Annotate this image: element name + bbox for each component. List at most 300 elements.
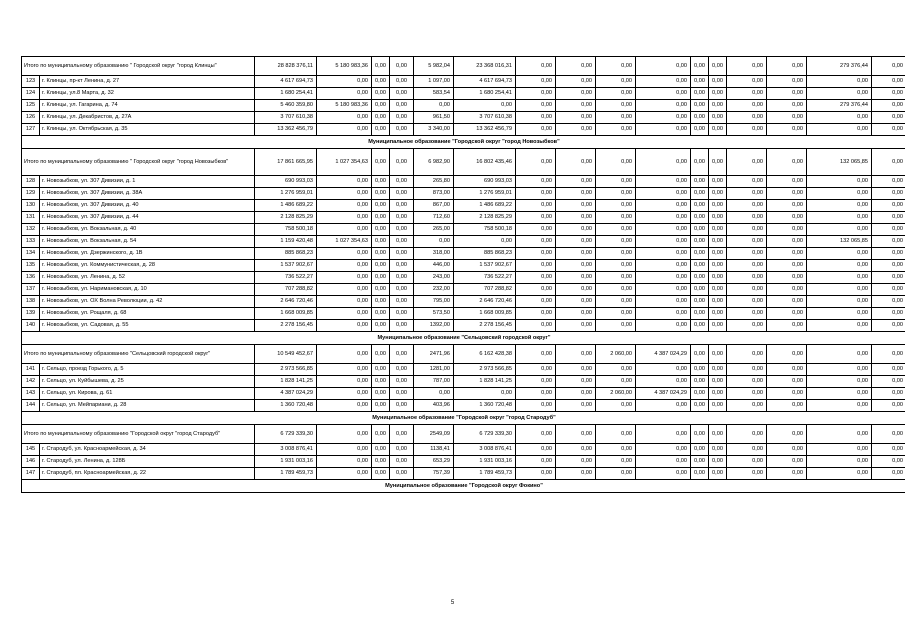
row-value: 787,00 <box>414 376 454 388</box>
row-number: 143 <box>22 388 40 400</box>
row-value: 0,00 <box>807 112 872 124</box>
row-value: 0,00 <box>691 444 709 456</box>
row-value: 0,00 <box>807 88 872 100</box>
row-value: 0,00 <box>691 176 709 188</box>
row-value: 0,00 <box>556 444 596 456</box>
table-row <box>22 444 905 456</box>
row-value: 0,00 <box>636 248 691 260</box>
row-value: 1 537 902,67 <box>255 260 317 272</box>
total-value: 0,00 <box>709 149 727 176</box>
row-value: 0,00 <box>390 188 414 200</box>
row-value: 961,50 <box>414 112 454 124</box>
row-value: 0,00 <box>317 260 372 272</box>
row-value: 0,00 <box>872 224 905 236</box>
total-value: 16 802 435,46 <box>454 149 516 176</box>
row-value: 0,00 <box>872 272 905 284</box>
row-value: 0,00 <box>636 444 691 456</box>
row-value: 0,00 <box>372 200 390 212</box>
total-value: 0,00 <box>709 425 727 444</box>
row-value: 4 387 024,29 <box>636 388 691 400</box>
row-value: 0,00 <box>767 364 807 376</box>
row-value: 0,00 <box>691 388 709 400</box>
row-value: 0,00 <box>636 176 691 188</box>
row-value: 0,00 <box>414 236 454 248</box>
row-number: 137 <box>22 284 40 296</box>
row-value: 0,00 <box>872 124 905 136</box>
row-value: 0,00 <box>372 236 390 248</box>
row-value: 0,00 <box>390 176 414 188</box>
row-value: 0,00 <box>872 88 905 100</box>
row-number: 125 <box>22 100 40 112</box>
row-value: 0,00 <box>872 308 905 320</box>
row-value: 0,00 <box>372 388 390 400</box>
row-value: 0,00 <box>390 364 414 376</box>
section-title: Муниципальное образование "Сельцовский городской округ" <box>22 332 905 345</box>
table-row <box>22 212 905 224</box>
row-value: 0,00 <box>767 112 807 124</box>
row-value: 0,00 <box>317 296 372 308</box>
row-value: 0,00 <box>872 248 905 260</box>
row-value: 0,00 <box>596 248 636 260</box>
total-value: 0,00 <box>596 425 636 444</box>
row-value: 0,00 <box>727 212 767 224</box>
row-value: 0,00 <box>709 224 727 236</box>
row-value: 0,00 <box>636 112 691 124</box>
row-value: 0,00 <box>516 468 556 480</box>
row-value: 0,00 <box>372 296 390 308</box>
row-value: 0,00 <box>636 188 691 200</box>
row-value: 1 027 354,63 <box>317 236 372 248</box>
row-value: 0,00 <box>390 388 414 400</box>
total-row <box>22 149 905 176</box>
row-value: 0,00 <box>709 236 727 248</box>
row-value: 279 376,44 <box>807 100 872 112</box>
row-value: 0,00 <box>516 296 556 308</box>
row-value: 0,00 <box>709 388 727 400</box>
row-value: 0,00 <box>516 76 556 88</box>
row-value: 0,00 <box>807 212 872 224</box>
row-value: 0,00 <box>727 100 767 112</box>
total-value: 0,00 <box>596 57 636 76</box>
total-row <box>22 425 905 444</box>
row-value: 0,00 <box>516 200 556 212</box>
row-value: 4 387 024,29 <box>255 388 317 400</box>
row-value: 758 500,18 <box>255 224 317 236</box>
row-value: 0,00 <box>372 212 390 224</box>
total-value: 2549,09 <box>414 425 454 444</box>
total-value: 0,00 <box>872 149 905 176</box>
row-value: 0,00 <box>691 112 709 124</box>
row-value: 0,00 <box>807 376 872 388</box>
row-value: 757,39 <box>414 468 454 480</box>
row-value: 1 276 959,01 <box>454 188 516 200</box>
row-value: 0,00 <box>516 308 556 320</box>
row-value: 0,00 <box>372 124 390 136</box>
page-number: 5 <box>450 600 455 606</box>
row-value: 1 828 141,25 <box>255 376 317 388</box>
row-value: 0,00 <box>636 376 691 388</box>
row-value: 0,00 <box>691 272 709 284</box>
total-value: 0,00 <box>372 345 390 364</box>
row-value: 0,00 <box>807 468 872 480</box>
row-address: г. Клинцы, ул. Октябрьская, д. 35 <box>40 124 255 136</box>
row-value: 0,00 <box>317 400 372 412</box>
row-value: 1 486 689,22 <box>454 200 516 212</box>
row-number: 138 <box>22 296 40 308</box>
row-value: 0,00 <box>556 88 596 100</box>
row-value: 0,00 <box>556 308 596 320</box>
total-value: 0,00 <box>691 345 709 364</box>
row-value: 0,00 <box>390 212 414 224</box>
row-address: г. Сельцо, ул. Куйбышева, д. 25 <box>40 376 255 388</box>
row-value: 403,96 <box>414 400 454 412</box>
row-value: 0,00 <box>872 364 905 376</box>
row-value: 0,00 <box>767 200 807 212</box>
row-value: 0,00 <box>807 364 872 376</box>
total-value: 5 982,04 <box>414 57 454 76</box>
row-value: 1 486 689,22 <box>255 200 317 212</box>
total-label: Итого по муниципальному образованию "Сельцовский городской округ" <box>22 345 255 364</box>
row-value: 0,00 <box>317 224 372 236</box>
row-value: 0,00 <box>636 224 691 236</box>
row-value: 712,60 <box>414 212 454 224</box>
row-value: 0,00 <box>727 376 767 388</box>
row-value: 0,00 <box>372 100 390 112</box>
row-value: 0,00 <box>596 468 636 480</box>
row-value: 0,00 <box>691 284 709 296</box>
row-value: 0,00 <box>709 296 727 308</box>
total-value: 28 828 376,11 <box>255 57 317 76</box>
row-value: 0,00 <box>516 224 556 236</box>
total-value: 0,00 <box>636 425 691 444</box>
row-value: 0,00 <box>372 400 390 412</box>
row-value: 3 707 610,38 <box>255 112 317 124</box>
total-label: Итого по муниципальному образованию "Городской округ "город Стародуб" <box>22 425 255 444</box>
row-value: 0,00 <box>727 124 767 136</box>
row-value: 0,00 <box>390 260 414 272</box>
row-value: 0,00 <box>767 296 807 308</box>
row-value: 0,00 <box>767 236 807 248</box>
total-value: 0,00 <box>372 149 390 176</box>
row-value: 0,00 <box>317 388 372 400</box>
row-value: 0,00 <box>691 236 709 248</box>
row-number: 136 <box>22 272 40 284</box>
total-value: 0,00 <box>516 425 556 444</box>
table-row <box>22 388 905 400</box>
row-value: 2 646 720,46 <box>255 296 317 308</box>
total-value: 0,00 <box>556 57 596 76</box>
table-row <box>22 76 905 88</box>
row-value: 0,00 <box>709 200 727 212</box>
row-value: 0,00 <box>516 248 556 260</box>
section-title: Муниципальное образование "Городской округ "город Новозыбков" <box>22 136 905 149</box>
row-value: 0,00 <box>556 320 596 332</box>
row-value: 0,00 <box>767 400 807 412</box>
row-value: 0,00 <box>556 468 596 480</box>
total-value: 0,00 <box>556 149 596 176</box>
row-value: 795,00 <box>414 296 454 308</box>
row-value: 0,00 <box>596 296 636 308</box>
row-value: 0,00 <box>807 260 872 272</box>
row-value: 1 276 959,01 <box>255 188 317 200</box>
row-value: 0,00 <box>556 376 596 388</box>
row-address: г. Клинцы, ул. Гагарина, д. 74 <box>40 100 255 112</box>
row-address: г. Клинцы, ул.8 Марта, д. 32 <box>40 88 255 100</box>
row-value: 2 646 720,46 <box>454 296 516 308</box>
row-value: 0,00 <box>390 248 414 260</box>
row-value: 0,00 <box>372 376 390 388</box>
row-value: 0,00 <box>317 248 372 260</box>
row-value: 0,00 <box>390 76 414 88</box>
row-address: г. Новозыбков, ул. 307 Дивизии, д. 44 <box>40 212 255 224</box>
row-value: 0,00 <box>636 200 691 212</box>
row-value: 0,00 <box>709 260 727 272</box>
row-value: 0,00 <box>372 248 390 260</box>
table-body <box>22 57 905 493</box>
row-value: 0,00 <box>767 224 807 236</box>
row-value: 0,00 <box>596 200 636 212</box>
table-row <box>22 376 905 388</box>
row-value: 1 931 003,16 <box>255 456 317 468</box>
row-value: 0,00 <box>516 388 556 400</box>
row-value: 1 680 254,41 <box>255 88 317 100</box>
row-address: г. Новозыбков, ул. Вокзальная, д. 54 <box>40 236 255 248</box>
section-title: Муниципальное образование "Городской округ "город Стародуб" <box>22 412 905 425</box>
row-value: 0,00 <box>727 236 767 248</box>
row-value: 0,00 <box>727 224 767 236</box>
row-value: 0,00 <box>516 100 556 112</box>
row-value: 0,00 <box>390 284 414 296</box>
row-value: 0,00 <box>709 468 727 480</box>
total-label: Итого по муниципальному образованию " Городской округ "город Клинцы" <box>22 57 255 76</box>
row-value: 0,00 <box>596 376 636 388</box>
row-value: 0,00 <box>317 468 372 480</box>
row-value: 0,00 <box>372 284 390 296</box>
total-label: Итого по муниципальному образованию " Городской округ "город Новозыбков" <box>22 149 255 176</box>
row-value: 0,00 <box>872 284 905 296</box>
row-value: 0,00 <box>767 176 807 188</box>
row-value: 0,00 <box>516 456 556 468</box>
row-number: 132 <box>22 224 40 236</box>
row-value: 0,00 <box>556 456 596 468</box>
row-value: 0,00 <box>807 76 872 88</box>
total-value: 0,00 <box>636 149 691 176</box>
row-number: 141 <box>22 364 40 376</box>
row-value: 0,00 <box>390 296 414 308</box>
row-value: 1 097,00 <box>414 76 454 88</box>
section-header <box>22 412 905 425</box>
row-value: 0,00 <box>807 296 872 308</box>
row-value: 0,00 <box>807 284 872 296</box>
row-value: 0,00 <box>317 364 372 376</box>
row-address: г. Новозыбков, ул. Коммунистическая, д. 28 <box>40 260 255 272</box>
row-value: 573,50 <box>414 308 454 320</box>
row-value: 0,00 <box>556 76 596 88</box>
row-value: 0,00 <box>372 260 390 272</box>
row-address: г. Новозыбков, ул. Дзержинского, д. 1В <box>40 248 255 260</box>
row-value: 0,00 <box>516 320 556 332</box>
total-value: 0,00 <box>709 57 727 76</box>
row-value: 0,00 <box>807 456 872 468</box>
total-value: 0,00 <box>727 425 767 444</box>
row-value: 0,00 <box>807 124 872 136</box>
row-value: 0,00 <box>596 260 636 272</box>
row-value: 0,00 <box>372 444 390 456</box>
row-value: 0,00 <box>709 364 727 376</box>
row-value: 1392,00 <box>414 320 454 332</box>
row-value: 1281,00 <box>414 364 454 376</box>
row-value: 318,00 <box>414 248 454 260</box>
row-value: 0,00 <box>709 124 727 136</box>
row-value: 0,00 <box>390 272 414 284</box>
row-value: 0,00 <box>317 176 372 188</box>
row-address: г. Новозыбков, ул. 307 Дивизии, д. 40 <box>40 200 255 212</box>
row-value: 0,00 <box>516 272 556 284</box>
row-value: 0,00 <box>709 444 727 456</box>
row-value: 0,00 <box>556 100 596 112</box>
row-value: 0,00 <box>807 224 872 236</box>
row-value: 1 668 009,85 <box>454 308 516 320</box>
row-value: 0,00 <box>709 376 727 388</box>
total-value: 0,00 <box>691 149 709 176</box>
row-value: 0,00 <box>596 400 636 412</box>
row-value: 885 868,23 <box>454 248 516 260</box>
row-value: 0,00 <box>516 176 556 188</box>
row-value: 0,00 <box>556 400 596 412</box>
table-row <box>22 176 905 188</box>
row-value: 0,00 <box>767 76 807 88</box>
row-value: 885 868,23 <box>255 248 317 260</box>
row-value: 707 288,82 <box>255 284 317 296</box>
total-value: 0,00 <box>516 57 556 76</box>
row-value: 2 060,00 <box>596 388 636 400</box>
row-value: 0,00 <box>372 320 390 332</box>
row-value: 0,00 <box>596 112 636 124</box>
row-value: 0,00 <box>636 284 691 296</box>
total-value: 0,00 <box>636 57 691 76</box>
row-value: 0,00 <box>727 308 767 320</box>
row-value: 0,00 <box>872 444 905 456</box>
row-value: 0,00 <box>516 124 556 136</box>
total-value: 0,00 <box>727 57 767 76</box>
row-value: 0,00 <box>556 124 596 136</box>
row-address: г. Стародуб, ул. Красноармейская, д. 34 <box>40 444 255 456</box>
row-value: 0,00 <box>872 200 905 212</box>
row-value: 0,00 <box>556 248 596 260</box>
row-value: 4 617 694,73 <box>454 76 516 88</box>
row-value: 0,00 <box>390 236 414 248</box>
total-value: 0,00 <box>807 345 872 364</box>
row-value: 0,00 <box>636 400 691 412</box>
total-value: 279 376,44 <box>807 57 872 76</box>
row-value: 243,00 <box>414 272 454 284</box>
row-value: 0,00 <box>596 88 636 100</box>
row-value: 0,00 <box>516 376 556 388</box>
row-value: 0,00 <box>636 296 691 308</box>
row-value: 0,00 <box>636 456 691 468</box>
row-value: 0,00 <box>372 308 390 320</box>
table-row <box>22 456 905 468</box>
repair-cost-table <box>21 56 905 493</box>
total-value: 0,00 <box>372 425 390 444</box>
row-value: 0,00 <box>556 296 596 308</box>
row-value: 265,80 <box>414 176 454 188</box>
row-value: 0,00 <box>636 236 691 248</box>
row-address: г. Новозыбков, ул. 307 Дивизии, д. 1 <box>40 176 255 188</box>
total-value: 17 861 665,95 <box>255 149 317 176</box>
row-value: 0,00 <box>691 188 709 200</box>
row-value: 0,00 <box>516 400 556 412</box>
row-value: 0,00 <box>691 308 709 320</box>
row-value: 0,00 <box>516 236 556 248</box>
total-value: 10 549 452,67 <box>255 345 317 364</box>
row-value: 0,00 <box>767 308 807 320</box>
row-value: 0,00 <box>727 188 767 200</box>
row-value: 0,00 <box>390 308 414 320</box>
row-value: 0,00 <box>767 376 807 388</box>
row-value: 0,00 <box>596 100 636 112</box>
row-number: 139 <box>22 308 40 320</box>
row-value: 0,00 <box>372 188 390 200</box>
row-value: 2 128 825,29 <box>255 212 317 224</box>
row-value: 0,00 <box>636 88 691 100</box>
row-value: 0,00 <box>636 124 691 136</box>
row-value: 0,00 <box>767 388 807 400</box>
total-value: 0,00 <box>390 345 414 364</box>
total-value: 6 162 428,38 <box>454 345 516 364</box>
row-value: 0,00 <box>767 100 807 112</box>
row-value: 0,00 <box>872 468 905 480</box>
row-value: 0,00 <box>636 272 691 284</box>
row-value: 0,00 <box>807 308 872 320</box>
row-value: 446,00 <box>414 260 454 272</box>
row-value: 265,00 <box>414 224 454 236</box>
row-value: 1 931 003,16 <box>454 456 516 468</box>
row-value: 13 362 456,79 <box>255 124 317 136</box>
row-value: 0,00 <box>872 188 905 200</box>
row-value: 0,00 <box>807 248 872 260</box>
total-value: 0,00 <box>872 57 905 76</box>
total-value: 0,00 <box>556 345 596 364</box>
row-value: 0,00 <box>317 320 372 332</box>
row-value: 0,00 <box>872 260 905 272</box>
row-value: 0,00 <box>767 88 807 100</box>
row-address: г. Новозыбков, ул. Рощаля, д. 68 <box>40 308 255 320</box>
row-value: 0,00 <box>727 248 767 260</box>
row-address: г. Сельцо, ул. Мейпариани, д. 28 <box>40 400 255 412</box>
total-value: 0,00 <box>767 57 807 76</box>
row-value: 0,00 <box>709 248 727 260</box>
table-row <box>22 308 905 320</box>
row-address: г. Новозыбков, ул. Садовая, д. 55 <box>40 320 255 332</box>
row-value: 0,00 <box>767 320 807 332</box>
row-value: 736 522,27 <box>255 272 317 284</box>
row-number: 127 <box>22 124 40 136</box>
row-value: 0,00 <box>727 320 767 332</box>
row-value: 583,54 <box>414 88 454 100</box>
row-address: г. Новозыбков, ул. Ленина, д. 52 <box>40 272 255 284</box>
row-value: 0,00 <box>596 364 636 376</box>
row-number: 130 <box>22 200 40 212</box>
row-value: 0,00 <box>767 444 807 456</box>
row-value: 0,00 <box>372 88 390 100</box>
row-value: 707 288,82 <box>454 284 516 296</box>
row-value: 0,00 <box>872 456 905 468</box>
total-value: 0,00 <box>691 57 709 76</box>
total-value: 6 729 339,30 <box>255 425 317 444</box>
row-value: 0,00 <box>807 176 872 188</box>
row-value: 0,00 <box>727 272 767 284</box>
